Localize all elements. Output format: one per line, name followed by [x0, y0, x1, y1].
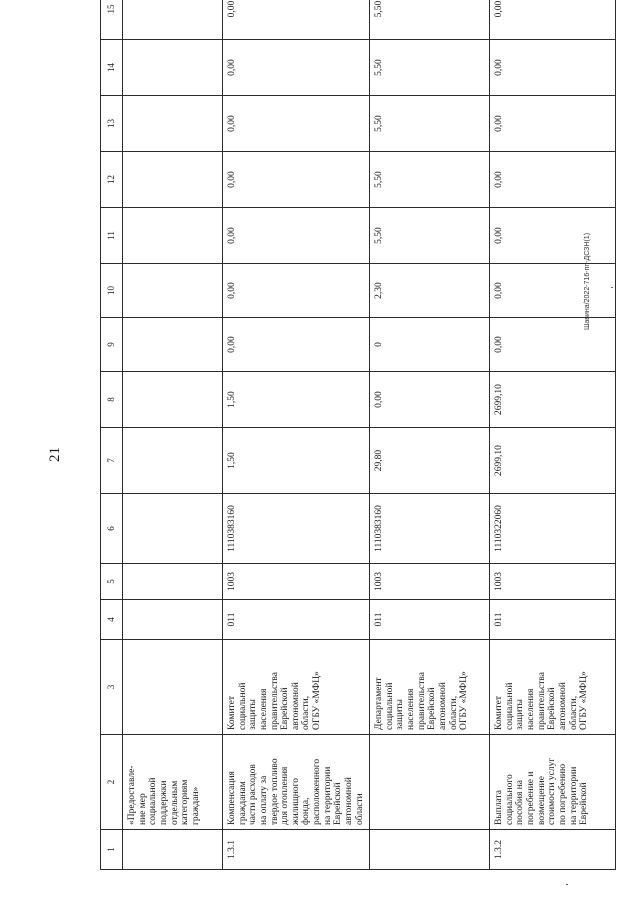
table-cell [370, 40, 490, 96]
scan-speck [566, 884, 568, 885]
cell-text: 0,00 [227, 171, 237, 188]
cell-text: 0,00 [494, 336, 505, 353]
table-cell [370, 494, 490, 564]
table-cell [370, 735, 490, 830]
cell-text: 2699,10 [494, 384, 505, 415]
table-cell [123, 318, 223, 372]
cell-text: 1110322060 [494, 505, 505, 552]
table-cell [123, 600, 223, 640]
table-row [490, 0, 616, 870]
column-header: 5 [101, 564, 123, 600]
table-region [100, 0, 590, 870]
cell-text: 011 [374, 612, 385, 627]
cell-text: 1110383160 [227, 505, 237, 552]
cell-text: «Предоставле- ние мер социальной поддержки отдельным категориям граждан» [127, 765, 201, 825]
table-row [223, 0, 370, 870]
cell-text: 0,00 [227, 282, 237, 299]
cell-text: 0,00 [227, 0, 237, 18]
budget-table [100, 0, 616, 870]
column-header: 13 [101, 96, 123, 152]
table-cell [370, 318, 490, 372]
cell-text: 2699,10 [494, 445, 505, 476]
table-cell [223, 640, 370, 735]
cell-text: 5,50 [374, 0, 385, 18]
table-cell [490, 96, 616, 152]
table-cell [123, 830, 223, 870]
table-cell [223, 735, 370, 830]
table-cell [490, 640, 616, 735]
table-cell [123, 264, 223, 318]
table-row [370, 0, 490, 870]
cell-text: 5,50 [374, 227, 385, 244]
column-header: 15 [101, 0, 123, 40]
table-cell [223, 40, 370, 96]
cell-text: 5,50 [374, 115, 385, 132]
column-header: 7 [101, 428, 123, 494]
table-cell [490, 372, 616, 428]
table-cell [223, 564, 370, 600]
table-cell [490, 600, 616, 640]
header-row [101, 0, 123, 870]
table-cell [490, 494, 616, 564]
cell-text: 0,00 [227, 59, 237, 76]
cell-text: 1.3.1 [227, 840, 237, 859]
table-cell [490, 735, 616, 830]
table-cell [123, 96, 223, 152]
table-cell [370, 0, 490, 40]
column-header: 14 [101, 40, 123, 96]
cell-text: Выплата социального пособия на погребение и возмещение стоимости услуг по погребению на территории Еврейской [494, 757, 590, 825]
table-cell [370, 640, 490, 735]
table-cell [223, 264, 370, 318]
table-cell [223, 372, 370, 428]
table-cell [223, 152, 370, 208]
table-cell [370, 600, 490, 640]
column-header: 6 [101, 494, 123, 564]
table-cell [223, 208, 370, 264]
cell-text: 011 [227, 612, 237, 627]
table-cell [223, 830, 370, 870]
cell-text: 5,50 [374, 171, 385, 188]
column-header: 9 [101, 318, 123, 372]
table-cell [490, 208, 616, 264]
cell-text: 0,00 [494, 115, 505, 132]
table-cell [490, 564, 616, 600]
table-cell [490, 0, 616, 40]
cell-text: Комитет социальной защиты населения правительства Еврейской автономной области, ОГБУ «МФЦ» [227, 671, 322, 730]
table-cell [370, 208, 490, 264]
column-header: 3 [101, 640, 123, 735]
cell-text: 0,00 [494, 0, 505, 18]
table-cell [123, 735, 223, 830]
cell-text: 0,00 [494, 282, 505, 299]
column-header: 11 [101, 208, 123, 264]
cell-text: 1,50 [227, 452, 237, 469]
table-cell [370, 564, 490, 600]
cell-text: 29,80 [374, 449, 385, 472]
table-cell [490, 264, 616, 318]
cell-text: Департамент социальной защиты населения правительства Еврейской автономной области, ОГБУ «МФЦ» [374, 671, 470, 730]
cell-text: 0,00 [227, 336, 237, 353]
cell-text: 0,00 [227, 227, 237, 244]
rotated-table-container [100, 0, 590, 870]
cell-text: 1003 [227, 572, 237, 591]
cell-text: 1.3.2 [494, 840, 505, 859]
table-cell [370, 96, 490, 152]
table-cell [123, 152, 223, 208]
cell-text: 0,00 [227, 115, 237, 132]
table-cell [370, 264, 490, 318]
table-cell [123, 0, 223, 40]
table-cell [490, 428, 616, 494]
table-cell [123, 372, 223, 428]
table-cell [123, 640, 223, 735]
column-header: 4 [101, 600, 123, 640]
table-cell [223, 96, 370, 152]
cell-text: 1003 [374, 572, 385, 591]
cell-text: 1,50 [227, 391, 237, 408]
cell-text: 1110383160 [374, 505, 385, 552]
table-cell [123, 494, 223, 564]
table-cell [490, 152, 616, 208]
table-row [123, 0, 223, 870]
document-code: Шавина/2022-716-пп-ДСЗН(1) [584, 232, 591, 330]
column-header: 12 [101, 152, 123, 208]
cell-text: 0,00 [494, 171, 505, 188]
cell-text: 0 [374, 342, 385, 347]
table-cell [223, 494, 370, 564]
table-cell [223, 318, 370, 372]
table-cell [490, 830, 616, 870]
column-header: 2 [101, 735, 123, 830]
cell-text: 1003 [494, 572, 505, 591]
cell-text: 0,00 [494, 59, 505, 76]
table-cell [490, 40, 616, 96]
cell-text: Компенсация гражданам части расходов на оплату за твердое топливо для отопления жилищного фонда, расположенного на территории Еврейской автономной области [227, 758, 365, 825]
table-cell [223, 428, 370, 494]
table-cell [370, 830, 490, 870]
cell-text: 2,30 [374, 282, 385, 299]
cell-text: 0,00 [374, 391, 385, 408]
table-cell [370, 372, 490, 428]
cell-text: 011 [494, 612, 505, 627]
column-header: 10 [101, 264, 123, 318]
table-cell [223, 600, 370, 640]
page-number: 21 [47, 447, 63, 462]
table-cell [490, 318, 616, 372]
table-cell [123, 428, 223, 494]
table-cell [370, 428, 490, 494]
column-header: 8 [101, 372, 123, 428]
table-cell [370, 152, 490, 208]
cell-text: 5,50 [374, 59, 385, 76]
table-cell [223, 0, 370, 40]
cell-text: Комитет социальной защиты населения правительства Еврейской автономной области, ОГБУ «МФЦ» [494, 671, 590, 730]
table-cell [123, 564, 223, 600]
column-header: 1 [101, 830, 123, 870]
table-cell [123, 208, 223, 264]
table-cell [123, 40, 223, 96]
cell-text: 0,00 [494, 227, 505, 244]
